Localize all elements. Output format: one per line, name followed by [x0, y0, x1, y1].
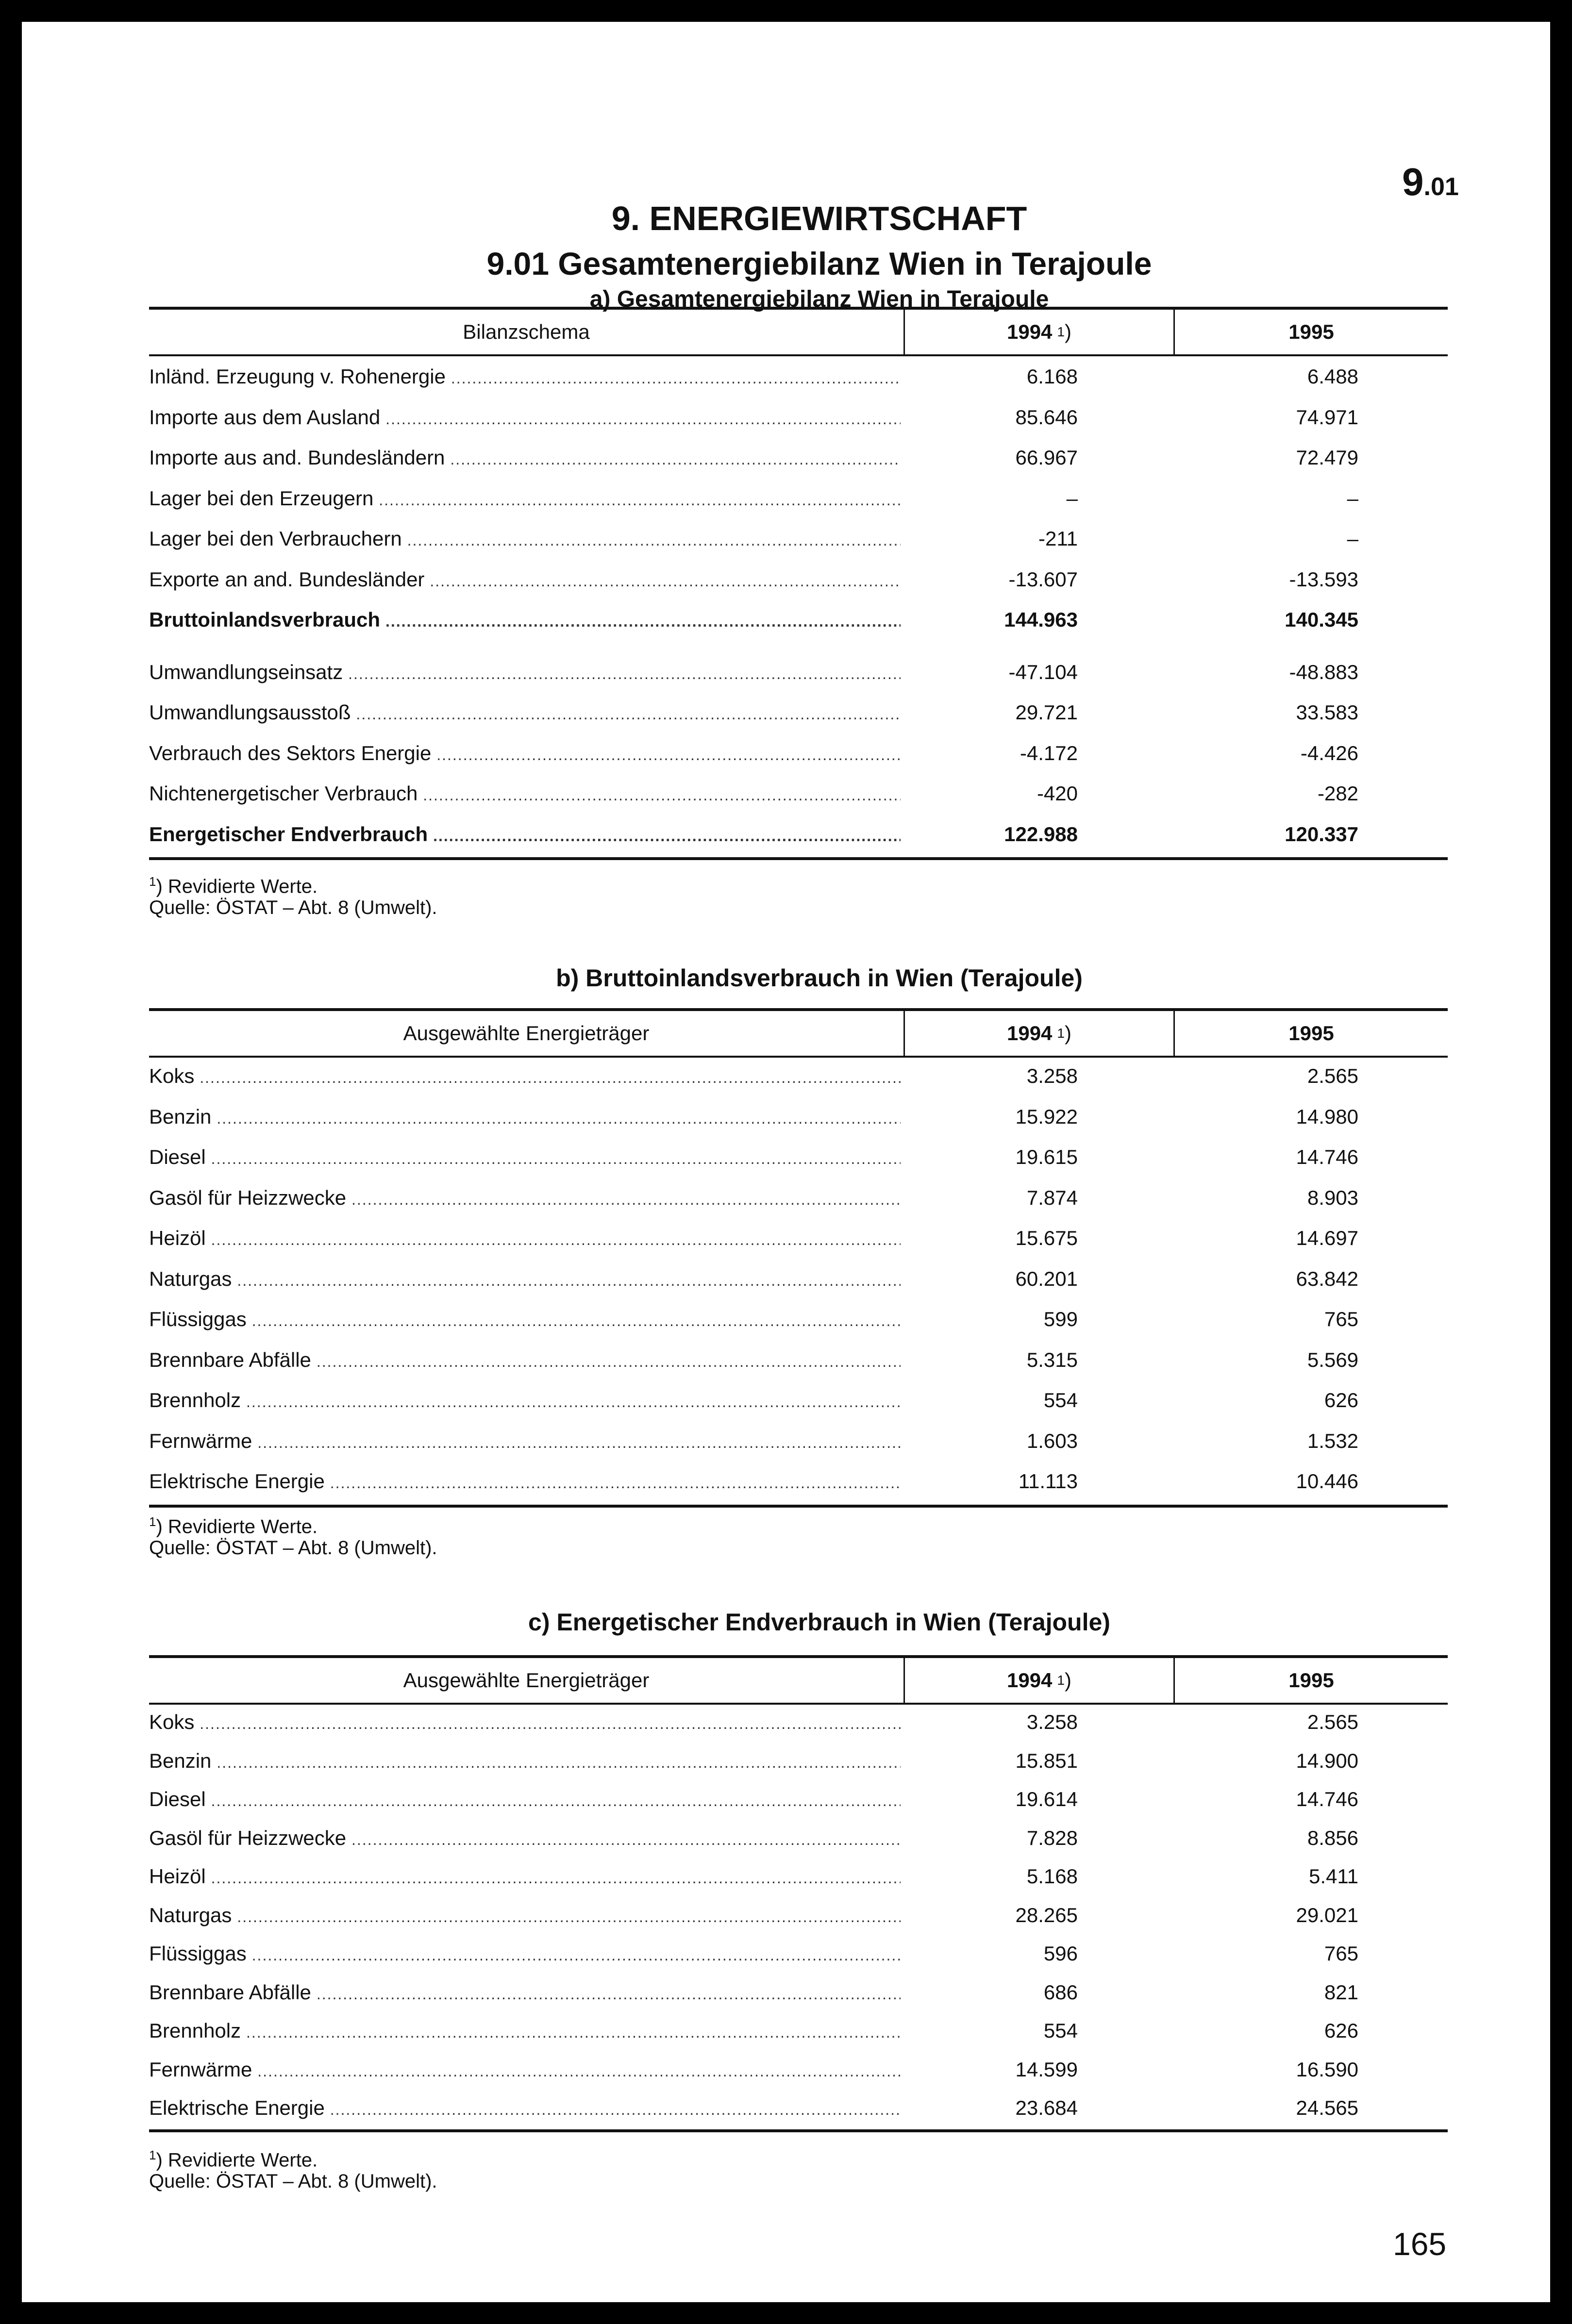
row-label: Naturgas ..... — [149, 1267, 901, 1291]
table-row — [149, 1705, 1448, 1743]
table-row — [149, 1975, 1448, 2014]
table-row — [149, 2091, 1448, 2129]
table-row — [149, 1782, 1448, 1821]
table-b-body — [149, 1058, 1448, 1505]
table-row — [149, 2052, 1448, 2091]
table-a-col-1994-text: 1994 — [1006, 320, 1053, 343]
table-c-bottom-rule — [149, 2129, 1448, 2132]
row-label: Benzin ..... — [149, 1749, 901, 1773]
row-label: Koks ..... — [149, 1064, 901, 1088]
row-label: Brennbare Abfälle ..... — [149, 1348, 901, 1372]
table-a — [149, 307, 1448, 860]
table-b-col-label: Ausgewählte Energieträger — [149, 1011, 905, 1056]
row-label: Importe aus dem Ausland ..... — [149, 406, 901, 429]
value-1994: 14.599 — [1015, 2058, 1078, 2081]
value-1995: 2.565 — [1307, 1710, 1358, 1733]
value-1995: 5.411 — [1309, 1865, 1358, 1888]
value-1994: 3.258 — [1026, 1710, 1078, 1733]
value-1995: -282 — [1317, 782, 1358, 805]
value-1994: 5.168 — [1026, 1865, 1078, 1888]
value-1994: 29.721 — [1015, 701, 1078, 724]
footnote-c-text: ) Revidierte Werte. — [156, 2149, 318, 2171]
value-1994: 28.265 — [1015, 1903, 1078, 1926]
table-b-header — [149, 1008, 1448, 1058]
footnote-c — [149, 2144, 437, 2192]
value-1994: -420 — [1037, 782, 1078, 805]
value-1994: 19.614 — [1015, 1788, 1078, 1810]
value-1994: 11.113 — [1018, 1470, 1078, 1493]
table-a-col-label: Bilanzschema — [149, 310, 905, 354]
table-row — [149, 1262, 1448, 1302]
value-1994: – — [1066, 486, 1078, 510]
footnote-a — [149, 871, 437, 918]
subtitle-c: c) Energetischer Endverbrauch in Wien (Terajoule) — [528, 1609, 1110, 1636]
table-row — [149, 655, 1448, 696]
value-1995: 10.446 — [1296, 1470, 1358, 1493]
value-1994: 15.851 — [1015, 1749, 1078, 1772]
table-row — [149, 1302, 1448, 1343]
row-label: Fernwärme ..... — [149, 2058, 901, 2081]
value-1994: 19.615 — [1015, 1145, 1078, 1168]
value-1994: -47.104 — [1008, 660, 1078, 683]
table-row — [149, 1059, 1448, 1099]
table-row — [149, 562, 1448, 603]
footnote-c-mark: 1 — [149, 2148, 156, 2162]
table-row — [149, 440, 1448, 481]
value-1995: 140.345 — [1285, 608, 1358, 631]
page-title: 9.01 Gesamtenergiebilanz Wien in Terajoule — [486, 246, 1152, 282]
value-1995: 8.856 — [1307, 1826, 1358, 1849]
value-1995: 626 — [1324, 2019, 1358, 2042]
value-1994: -4.172 — [1020, 741, 1078, 764]
row-label: Brennholz ..... — [149, 2019, 901, 2042]
value-1995: 8.903 — [1307, 1186, 1358, 1209]
document-page — [22, 22, 1550, 2302]
table-a-col-1995: 1995 — [1288, 320, 1334, 343]
row-label: Elektrische Energie ..... — [149, 1470, 901, 1493]
row-label: Lager bei den Erzeugern ..... — [149, 487, 901, 510]
row-label: Flüssiggas ..... — [149, 1308, 901, 1331]
value-1994: 596 — [1043, 1942, 1078, 1965]
value-1994: 554 — [1043, 1389, 1078, 1411]
value-1995: -13.593 — [1289, 567, 1358, 591]
table-row — [149, 1898, 1448, 1937]
value-1994: 686 — [1043, 1980, 1078, 2004]
row-label: Gasöl für Heizzwecke ..... — [149, 1826, 901, 1850]
table-row — [149, 1221, 1448, 1262]
table-row — [149, 1180, 1448, 1221]
row-label: Gasöl für Heizzwecke ..... — [149, 1186, 901, 1210]
subtitle-b: b) Bruttoinlandsverbrauch in Wien (Terajoule) — [556, 964, 1083, 992]
chapter-heading: 9. ENERGIEWIRTSCHAFT — [611, 199, 1027, 237]
table-row — [149, 695, 1448, 736]
row-label: Inländ. Erzeugung v. Rohenergie ..... — [149, 365, 901, 388]
value-1995: 765 — [1324, 1942, 1358, 1965]
table-a-col-1994-note: 1 — [1057, 324, 1065, 339]
value-1995: 14.900 — [1296, 1749, 1358, 1772]
table-c-col-1994-text: 1994 — [1006, 1669, 1053, 1692]
row-label: Importe aus and. Bundesländern ..... — [149, 446, 901, 469]
table-row — [149, 1743, 1448, 1782]
table-row — [149, 736, 1448, 777]
table-row — [149, 602, 1448, 643]
value-1995: 120.337 — [1285, 822, 1358, 846]
row-label: Brennbare Abfälle ..... — [149, 1981, 901, 2004]
row-label: Verbrauch des Sektors Energie ..... — [149, 742, 901, 765]
row-label: Umwandlungsausstoß ..... — [149, 701, 901, 724]
table-c-col-1994: 1994 1 ) — [905, 1658, 1175, 1703]
row-label: Benzin ..... — [149, 1105, 901, 1129]
table-a-col-1994: 1994 1 ) — [905, 310, 1175, 354]
value-1995: 74.971 — [1296, 405, 1358, 429]
table-row — [149, 1343, 1448, 1383]
table-row — [149, 1936, 1448, 1975]
row-label: Energetischer Endverbrauch ..... — [149, 823, 901, 846]
value-1995: 33.583 — [1296, 701, 1358, 724]
table-b-col-1994-note: 1 — [1057, 1026, 1065, 1041]
table-a-body — [149, 356, 1448, 857]
value-1994: -13.607 — [1008, 567, 1078, 591]
value-1994: 599 — [1043, 1308, 1078, 1330]
table-row — [149, 776, 1448, 817]
table-c-col-1995: 1995 — [1288, 1669, 1334, 1692]
value-1994: 23.684 — [1015, 2096, 1078, 2119]
value-1995: 2.565 — [1307, 1064, 1358, 1087]
table-c-col-label: Ausgewählte Energieträger — [149, 1658, 905, 1703]
value-1995: – — [1347, 486, 1358, 510]
value-1995: 765 — [1324, 1308, 1358, 1330]
row-label: Bruttoinlandsverbrauch ..... — [149, 608, 901, 631]
table-row — [149, 1821, 1448, 1859]
value-1994: 554 — [1043, 2019, 1078, 2042]
row-label: Heizöl ..... — [149, 1865, 901, 1888]
table-row — [149, 1859, 1448, 1898]
value-1994: -211 — [1038, 527, 1078, 550]
table-row — [149, 2013, 1448, 2052]
value-1995: 1.532 — [1307, 1429, 1358, 1452]
value-1995: 626 — [1324, 1389, 1358, 1411]
table-row — [149, 359, 1448, 400]
table-b-col-1994-text: 1994 — [1006, 1022, 1053, 1045]
table-c-header — [149, 1655, 1448, 1705]
value-1994: 122.988 — [1004, 822, 1078, 846]
row-label: Naturgas ..... — [149, 1904, 901, 1927]
value-1994: 15.675 — [1015, 1227, 1078, 1249]
row-label: Brennholz ..... — [149, 1389, 901, 1412]
table-row — [149, 481, 1448, 522]
table-row — [149, 400, 1448, 441]
value-1995: 5.569 — [1307, 1348, 1358, 1371]
row-label: Nichtenergetischer Verbrauch ..... — [149, 782, 901, 805]
section-badge-main: 9 — [1402, 160, 1424, 203]
value-1995: 16.590 — [1296, 2058, 1358, 2081]
section-badge — [1402, 160, 1459, 203]
value-1995: – — [1347, 527, 1358, 550]
table-a-header — [149, 307, 1448, 356]
value-1994: 5.315 — [1026, 1348, 1078, 1371]
row-label: Diesel ..... — [149, 1788, 901, 1811]
row-label: Flüssiggas ..... — [149, 1942, 901, 1965]
value-1995: 14.697 — [1296, 1227, 1358, 1249]
row-label: Lager bei den Verbrauchern ..... — [149, 527, 901, 550]
row-label: Umwandlungseinsatz ..... — [149, 661, 901, 684]
row-gap — [149, 643, 1448, 655]
value-1995: 14.746 — [1296, 1145, 1358, 1168]
value-1995: 6.488 — [1307, 365, 1358, 388]
row-label: Fernwärme ..... — [149, 1429, 901, 1453]
value-1995: 14.980 — [1296, 1105, 1358, 1128]
value-1995: -4.426 — [1300, 741, 1358, 764]
table-row — [149, 1383, 1448, 1424]
value-1995: 14.746 — [1296, 1788, 1358, 1810]
value-1995: 24.565 — [1296, 2096, 1358, 2119]
value-1994: 3.258 — [1026, 1064, 1078, 1087]
value-1994: 7.874 — [1026, 1186, 1078, 1209]
footnote-a-text: ) Revidierte Werte. — [156, 876, 318, 897]
value-1994: 85.646 — [1015, 405, 1078, 429]
table-row — [149, 1140, 1448, 1180]
table-row — [149, 1099, 1448, 1140]
value-1994: 6.168 — [1026, 365, 1078, 388]
value-1995: 72.479 — [1296, 446, 1358, 469]
table-row — [149, 1464, 1448, 1505]
footnote-b-source: Quelle: ÖSTAT – Abt. 8 (Umwelt). — [149, 1537, 437, 1559]
footnote-b — [149, 1511, 437, 1559]
footnote-b-text: ) Revidierte Werte. — [156, 1516, 318, 1538]
value-1995: 821 — [1324, 1980, 1358, 2004]
value-1995: 29.021 — [1296, 1903, 1358, 1926]
footnote-a-source: Quelle: ÖSTAT – Abt. 8 (Umwelt). — [149, 897, 437, 919]
row-label: Exporte an and. Bundesländer ..... — [149, 568, 901, 591]
page-number: 165 — [1393, 2226, 1447, 2262]
table-b-col-1995: 1995 — [1288, 1022, 1334, 1045]
value-1994: 7.828 — [1026, 1826, 1078, 1849]
table-a-bottom-rule — [149, 857, 1448, 860]
row-label: Koks ..... — [149, 1710, 901, 1734]
table-c-body — [149, 1705, 1448, 2129]
table-row — [149, 817, 1448, 858]
table-b-col-1994: 1994 1 ) — [905, 1011, 1175, 1056]
row-label: Elektrische Energie ..... — [149, 2096, 901, 2120]
table-b-bottom-rule — [149, 1505, 1448, 1508]
value-1994: 60.201 — [1015, 1267, 1078, 1290]
value-1994: 66.967 — [1015, 446, 1078, 469]
footnote-a-mark: 1 — [149, 874, 156, 889]
table-row — [149, 521, 1448, 562]
value-1994: 144.963 — [1004, 608, 1078, 631]
value-1995: 63.842 — [1296, 1267, 1358, 1290]
footnote-b-mark: 1 — [149, 1514, 156, 1529]
footnote-c-source: Quelle: ÖSTAT – Abt. 8 (Umwelt). — [149, 2171, 437, 2192]
table-c-col-1994-note: 1 — [1057, 1673, 1065, 1688]
section-badge-small: .01 — [1423, 173, 1459, 201]
row-label: Heizöl ..... — [149, 1227, 901, 1250]
table-c — [149, 1655, 1448, 2132]
table-row — [149, 1424, 1448, 1464]
table-b — [149, 1008, 1448, 1508]
row-label: Diesel ..... — [149, 1145, 901, 1169]
value-1994: 15.922 — [1015, 1105, 1078, 1128]
value-1995: -48.883 — [1289, 660, 1358, 683]
value-1994: 1.603 — [1026, 1429, 1078, 1452]
subtitle-a: a) Gesamtenergiebilanz Wien in Terajoule — [589, 286, 1049, 312]
